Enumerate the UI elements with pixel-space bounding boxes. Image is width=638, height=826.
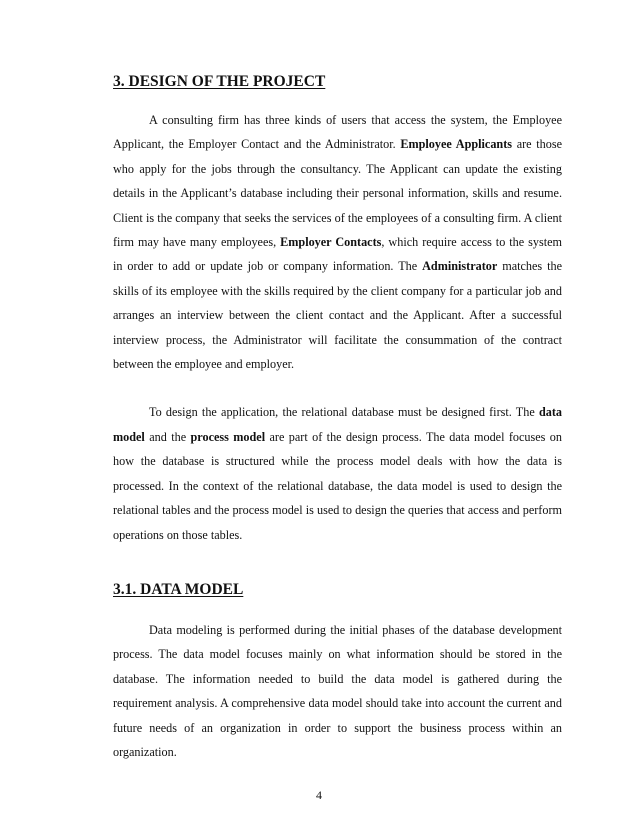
bold-term-process-model: process model — [190, 429, 266, 444]
page-number: 4 — [316, 788, 322, 802]
bold-term-administrator: Administrator — [422, 259, 498, 274]
text-run: are those who apply for the jobs through the consultancy. The Applicant can update the existing details in the Applicant’s database including their personal information, skills and resume. Client is the company that seeks the services of the employees of a consulting firm. A client firm may have many employees, — [113, 137, 562, 250]
text-run: are part of the design process. The data model focuses on how the database is structured while the process model deals with how the data is processed. In the context of the relational database, the data model is used to design the relational tables and the process model is used to design the queries that access and perform operations on those tables. — [113, 429, 562, 542]
bold-term-employer-contacts: Employer Contacts — [280, 235, 382, 250]
section-heading: 3. DESIGN OF THE PROJECT — [113, 73, 326, 90]
subsection-paragraph-1: Data modeling is performed during the initial phases of the database development process. The data model focuses mainly on what information should be stored in the database. The information needed to build the data model is gathered during the requirement analysis. A comprehensive data model should take into account the current and future needs of an organization in order to support the business process within an organization. — [113, 622, 562, 759]
text-run: A consulting firm has three kinds of users that access the system, the Employee Applicant, the Employer Contact and the Administrator. — [113, 113, 562, 152]
text-run: , which require access to the system in order to add or update job or company information. The — [113, 235, 562, 274]
section-paragraph-1 — [113, 108, 562, 376]
section-paragraph-2 — [113, 400, 562, 546]
text-run: To design the application, the relational database must be designed first. The — [149, 405, 539, 420]
bold-term-employee-applicants: Employee Applicants — [400, 137, 513, 152]
text-run: and the — [144, 429, 191, 444]
bold-term-data-model: data model — [113, 405, 562, 444]
page-content — [113, 73, 562, 764]
subsection-heading: 3.1. DATA MODEL — [113, 580, 244, 598]
text-run: matches the skills of its employee with the skills required by the client company for a particular job and arranges an interview between the client contact and the Applicant. After a successful interview process, the Administrator will facilitate the consummation of the contract between the employee and employer. — [113, 259, 562, 372]
